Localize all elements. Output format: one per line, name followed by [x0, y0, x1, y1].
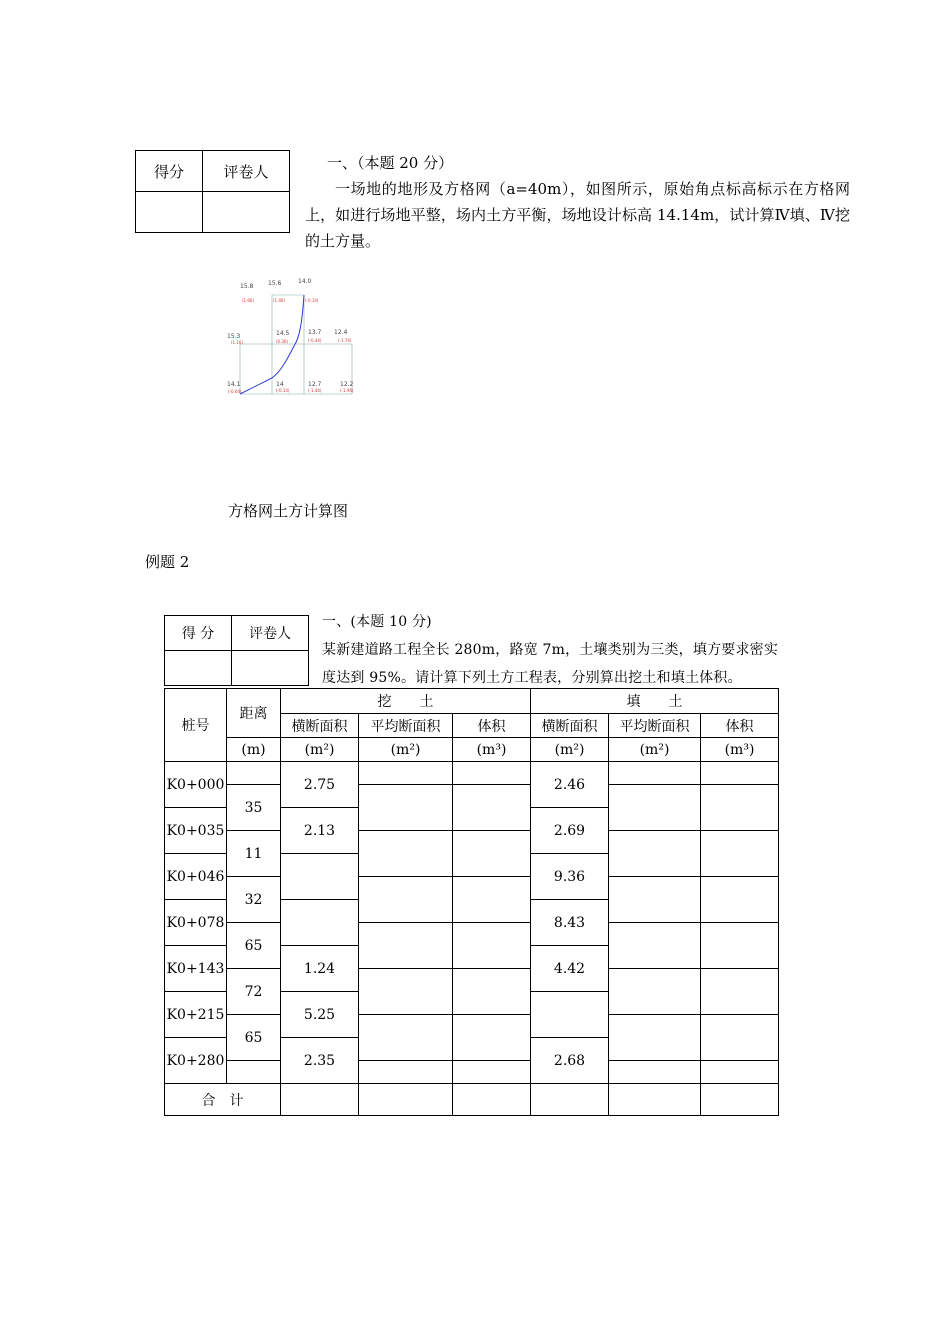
distance-unit: (m)	[227, 738, 281, 762]
cut-avg-cell[interactable]	[359, 1061, 453, 1084]
question-1-heading: 一、（本题 20 分）	[327, 154, 454, 172]
grader-cell[interactable]	[203, 192, 290, 233]
cut-avg-cell[interactable]	[359, 785, 453, 831]
cut-header: 挖 土	[281, 689, 531, 714]
diff-label: (-1.44)	[308, 388, 322, 393]
elev-label: 12.7	[308, 381, 322, 388]
diff-label: (1.66)	[242, 298, 255, 303]
cut-volume-cell[interactable]	[453, 1015, 531, 1061]
fill-volume-header: 体积	[701, 714, 779, 738]
fill-volume-cell[interactable]	[701, 831, 779, 877]
fill-avg-cell[interactable]	[609, 785, 701, 831]
distance-cell: 65	[227, 1015, 281, 1061]
cut-volume-cell[interactable]	[453, 969, 531, 1015]
cut-avg-cell[interactable]	[359, 1015, 453, 1061]
fill-volume-cell[interactable]	[701, 762, 779, 785]
elev-label: 15.3	[227, 333, 241, 340]
distance-cell: 35	[227, 785, 281, 831]
score-box-2	[164, 615, 309, 686]
distance-header: 距离	[227, 689, 281, 738]
fill-area-cell	[531, 992, 609, 1038]
example-label: 例题 2	[145, 553, 190, 571]
diff-label: (-0.44)	[308, 338, 322, 343]
elev-label: 12.2	[340, 381, 354, 388]
cut-volume-cell[interactable]	[453, 785, 531, 831]
cut-avg-cell[interactable]	[359, 762, 453, 785]
fill-avg-cell[interactable]	[609, 831, 701, 877]
cut-avg-cell[interactable]	[359, 877, 453, 923]
cut-volume-cell[interactable]	[453, 877, 531, 923]
fill-area-cell: 4.42	[531, 946, 609, 992]
fill-volume-cell[interactable]	[701, 1061, 779, 1084]
station-cell: K0+035	[165, 808, 227, 854]
distance-cell	[227, 762, 281, 785]
cut-volume-cell[interactable]	[453, 831, 531, 877]
fill-area-cell: 2.46	[531, 762, 609, 808]
fill-volume-cell[interactable]	[701, 923, 779, 969]
fill-area-cell: 9.36	[531, 854, 609, 900]
question-1	[305, 150, 850, 254]
distance-cell	[227, 1061, 281, 1084]
distance-cell: 72	[227, 969, 281, 1015]
station-cell: K0+143	[165, 946, 227, 992]
station-cell: K0+280	[165, 1038, 227, 1084]
elev-label: 14	[276, 381, 284, 388]
cut-avg-cell[interactable]	[359, 969, 453, 1015]
total-label: 合 计	[165, 1084, 281, 1116]
cut-volume-cell[interactable]	[453, 1061, 531, 1084]
total-cell[interactable]	[701, 1084, 779, 1116]
station-header: 桩号	[165, 689, 227, 762]
unit-label: (m²)	[281, 738, 359, 762]
question-2-text-line1: 某新建道路工程全长 280m，路宽 7m，土壤类别为三类，填方要求密实	[322, 642, 779, 658]
station-cell: K0+078	[165, 900, 227, 946]
diff-label: (0.36)	[276, 339, 289, 344]
station-cell: K0+046	[165, 854, 227, 900]
station-cell: K0+000	[165, 762, 227, 808]
total-cell[interactable]	[609, 1084, 701, 1116]
earthwork-body	[165, 762, 779, 1084]
station-cell: K0+215	[165, 992, 227, 1038]
fill-volume-cell[interactable]	[701, 785, 779, 831]
total-cell[interactable]	[531, 1084, 609, 1116]
cut-area-cell	[281, 900, 359, 946]
score-cell[interactable]	[165, 651, 232, 686]
fill-avg-cell[interactable]	[609, 877, 701, 923]
cut-avg-cell[interactable]	[359, 923, 453, 969]
diff-label: (-1.94)	[340, 388, 354, 393]
fill-area-cell: 2.69	[531, 808, 609, 854]
unit-label: (m²)	[609, 738, 701, 762]
fill-avg-cell[interactable]	[609, 1061, 701, 1084]
grader-cell[interactable]	[232, 651, 309, 686]
question-2	[322, 608, 782, 692]
grader-label: 评卷人	[232, 616, 309, 651]
fill-avg-cell[interactable]	[609, 1015, 701, 1061]
elev-label: 15.6	[268, 280, 282, 287]
score-box-1	[135, 150, 290, 233]
fill-avg-section-header: 平均断面积	[609, 714, 701, 738]
fill-volume-cell[interactable]	[701, 877, 779, 923]
fill-area-cell: 8.43	[531, 900, 609, 946]
cut-avg-cell[interactable]	[359, 831, 453, 877]
total-cell[interactable]	[453, 1084, 531, 1116]
unit-label: (m²)	[531, 738, 609, 762]
unit-label: (m²)	[359, 738, 453, 762]
cut-cross-section-header: 横断面积	[281, 714, 359, 738]
unit-label: (m³)	[453, 738, 531, 762]
diff-label: (1.46)	[273, 298, 286, 303]
elev-label: 13.7	[308, 329, 322, 336]
cut-area-cell: 2.35	[281, 1038, 359, 1084]
grader-label: 评卷人	[203, 151, 290, 192]
diff-label: (1.16)	[231, 340, 244, 345]
cut-volume-cell[interactable]	[453, 923, 531, 969]
cut-avg-section-header: 平均断面积	[359, 714, 453, 738]
total-cell[interactable]	[281, 1084, 359, 1116]
distance-cell: 32	[227, 877, 281, 923]
elev-label: 14.0	[298, 278, 312, 285]
cut-area-cell: 1.24	[281, 946, 359, 992]
cut-area-cell: 5.25	[281, 992, 359, 1038]
cut-volume-header: 体积	[453, 714, 531, 738]
cut-volume-cell[interactable]	[453, 762, 531, 785]
elev-label: 15.8	[240, 283, 254, 290]
cut-area-cell: 2.75	[281, 762, 359, 808]
fill-cross-section-header: 横断面积	[531, 714, 609, 738]
diff-label: (-1.74)	[338, 338, 352, 343]
grid-diagram	[220, 272, 360, 402]
elev-label: 14.1	[227, 381, 241, 388]
distance-cell: 65	[227, 923, 281, 969]
diff-label: (-0.14)	[276, 388, 290, 393]
fill-volume-cell[interactable]	[701, 969, 779, 1015]
fill-area-cell: 2.68	[531, 1038, 609, 1084]
score-label: 得分	[136, 151, 203, 192]
fill-avg-cell[interactable]	[609, 923, 701, 969]
diff-label: (-0.14)	[305, 298, 319, 303]
total-cell[interactable]	[359, 1084, 453, 1116]
distance-cell: 11	[227, 831, 281, 877]
fill-volume-cell[interactable]	[701, 1015, 779, 1061]
cut-area-cell: 2.13	[281, 808, 359, 854]
cut-area-cell	[281, 854, 359, 900]
question-2-heading: 一、(本题 10 分)	[322, 614, 432, 630]
earthwork-table	[164, 688, 779, 1116]
question-1-text: 一场地的地形及方格网（a=40m），如图所示，原始角点标高标示在方格网上，如进行场地平整，场内土方平衡，场地设计标高 14.14m，试计算Ⅳ填、Ⅳ挖的土方量。	[305, 180, 850, 250]
question-2-text-line2: 度达到 95%。请计算下列土方工程表，分别算出挖土和填土体积。	[322, 670, 742, 686]
diff-label: (-0.04)	[228, 389, 242, 394]
elev-label: 12.4	[334, 329, 348, 336]
fill-avg-cell[interactable]	[609, 969, 701, 1015]
score-label: 得 分	[165, 616, 232, 651]
diagram-caption: 方格网土方计算图	[228, 502, 349, 520]
score-cell[interactable]	[136, 192, 203, 233]
unit-label: (m³)	[701, 738, 779, 762]
fill-avg-cell[interactable]	[609, 762, 701, 785]
fill-header: 填 土	[531, 689, 779, 714]
elev-label: 14.5	[276, 330, 290, 337]
